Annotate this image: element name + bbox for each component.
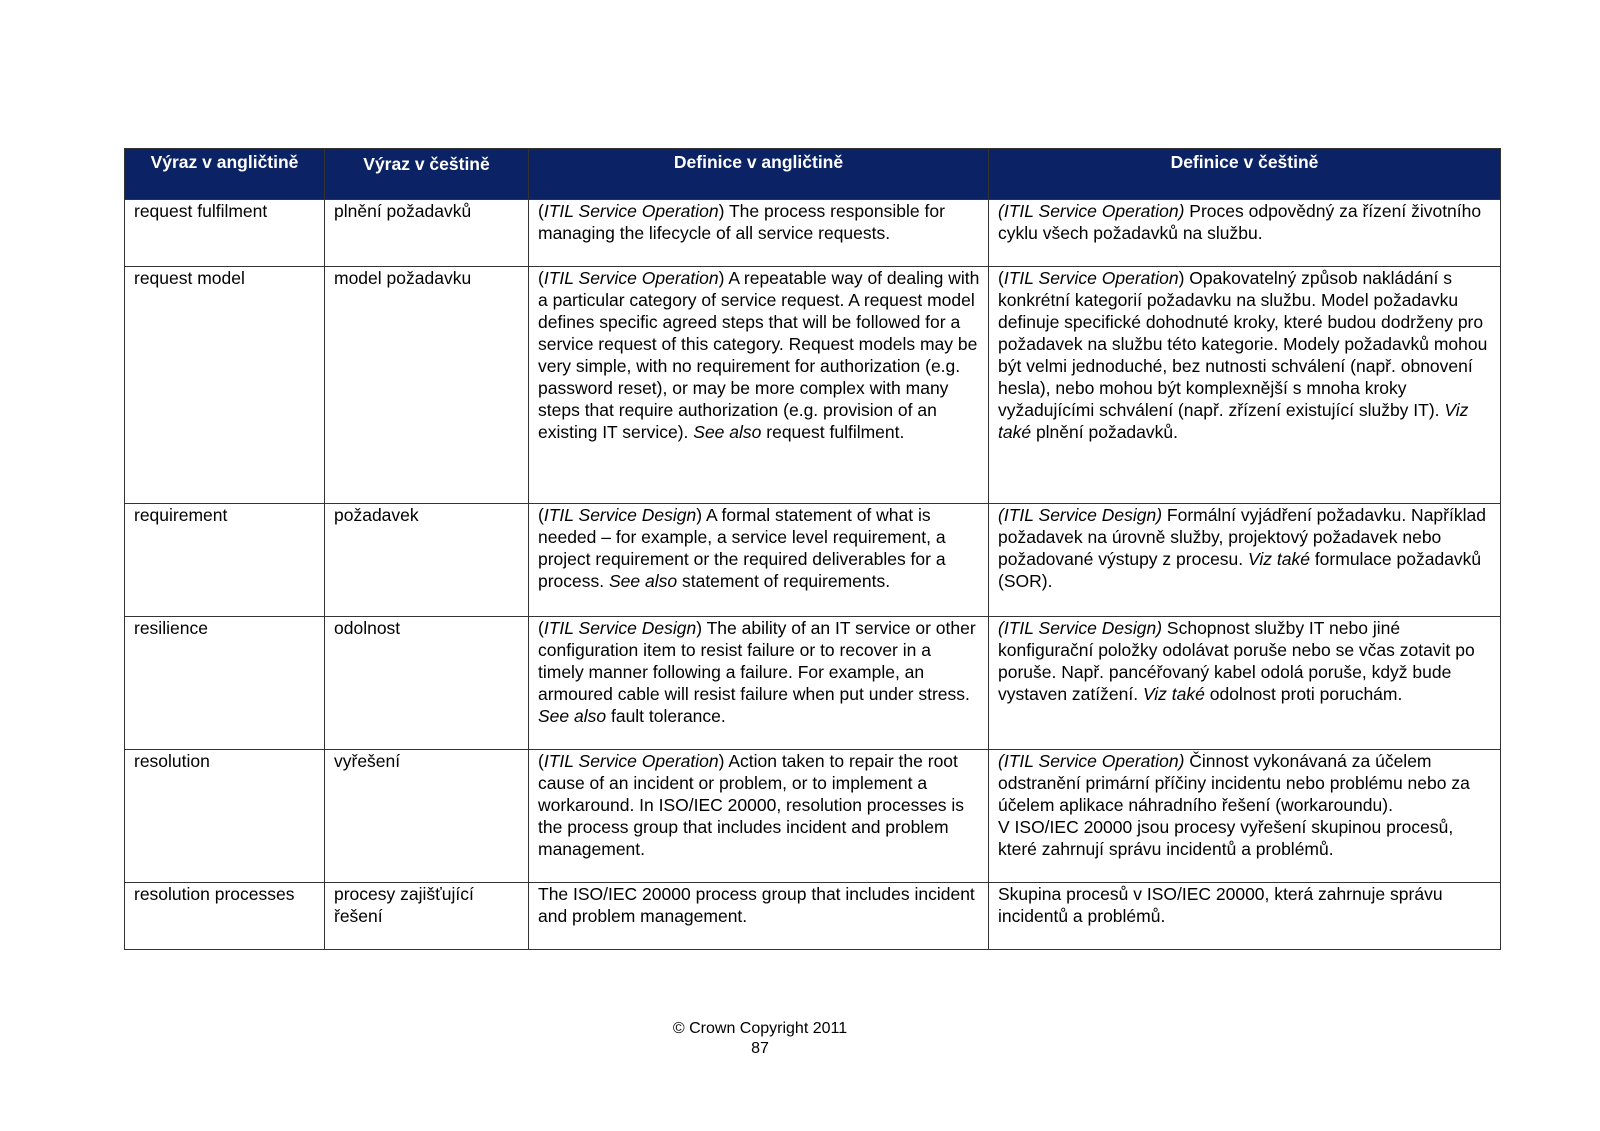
- italic-text-run: (ITIL Service Operation): [998, 201, 1185, 221]
- en-term-cell: request model: [125, 267, 325, 504]
- header-row: [125, 149, 1501, 200]
- cz-definition-cell: [989, 883, 1501, 950]
- italic-text-run: ITIL Service Operation: [1003, 268, 1179, 288]
- en-term-cell: requirement: [125, 504, 325, 617]
- header-en-term: Výraz v angličtině: [125, 149, 325, 200]
- header-cz-definition: Definice v češtině: [989, 149, 1501, 200]
- text-run: odolnost proti poruchám.: [1204, 684, 1403, 704]
- en-term-cell: request fulfilment: [125, 200, 325, 267]
- en-definition-cell: [529, 267, 989, 504]
- cz-definition-cell: [989, 750, 1501, 883]
- text-run: ) The ability of an IT service or other configuration item to resist failure or to recover in a timely manner following a failure. For example, an armoured cable will resist failure when put under stress.: [538, 618, 976, 704]
- table-body: [125, 200, 1501, 950]
- cz-term-cell: požadavek: [325, 504, 529, 617]
- cz-definition-cell: [989, 617, 1501, 750]
- table-row: [125, 200, 1501, 267]
- text-run: formulace požadavků (SOR).: [998, 549, 1482, 591]
- table-row: [125, 267, 1501, 504]
- header-en-definition: Definice v angličtině: [529, 149, 989, 200]
- glossary-table: [124, 148, 1501, 950]
- text-run: ) Action taken to repair the root cause of an incident or problem, or to implement a workaround. In ISO/IEC 20000, resolution processes is the process group that includes incident and problem management.: [538, 751, 965, 859]
- text-run: ) A repeatable way of dealing with a particular category of service request. A request model defines specific agreed steps that will be followed for a service request of this category. Request models may be very simple, with no requirement for authorization (e.g. password reset), or may be more complex with many steps that require authorization (e.g. provision of an existing IT service).: [538, 268, 980, 442]
- table-row: [125, 883, 1501, 950]
- cz-definition-cell: [989, 200, 1501, 267]
- text-run: (: [538, 268, 544, 288]
- text-run: Činnost vykonávaná za účelem odstranění primární příčiny incidentu nebo problému nebo za účelem aplikace náhradního řešení (workaroundu).: [998, 751, 1470, 815]
- text-run: Proces odpovědný za řízení životního cyklu všech požadavků na službu.: [998, 201, 1482, 243]
- text-run: statement of requirements.: [677, 571, 891, 591]
- table-header: [125, 149, 1501, 200]
- cz-term-cell: model požadavku: [325, 267, 529, 504]
- italic-text-run: ITIL Service Design: [543, 505, 697, 525]
- italic-text-run: (ITIL Service Design): [998, 618, 1163, 638]
- en-definition-cell: [529, 617, 989, 750]
- text-run: (: [538, 505, 544, 525]
- cz-definition-cell: [989, 267, 1501, 504]
- cz-term-cell: vyřešení: [325, 750, 529, 883]
- text-run: (: [538, 201, 544, 221]
- italic-text-run: ITIL Service Design: [543, 618, 697, 638]
- italic-text-run: See also: [693, 422, 762, 442]
- italic-text-run: ITIL Service Operation: [543, 268, 719, 288]
- table-row: [125, 617, 1501, 750]
- en-term-cell: resilience: [125, 617, 325, 750]
- table-row: [125, 504, 1501, 617]
- text-run: plnění požadavků.: [1031, 422, 1178, 442]
- text-run: Schopnost služby IT nebo jiné konfigurační položky odolávat poruše nebo se včas zotavit po poruše. Např. pancéřovaný kabel odolá poruše, když bude vystaven zatížení.: [998, 618, 1475, 704]
- cz-term-cell: plnění požadavků: [325, 200, 529, 267]
- text-run: Formální vyjádření požadavku. Například požadavek na úrovně služby, projektový požadavek nebo požadované výstupy z procesu.: [998, 505, 1486, 569]
- text-run: ) The process responsible for managing the lifecycle of all service requests.: [538, 201, 945, 243]
- text-run: ) A formal statement of what is needed – for example, a service level requirement, a project requirement or the required deliverables for a process.: [538, 505, 946, 591]
- cz-definition-cell: [989, 504, 1501, 617]
- text-run: Skupina procesů v ISO/IEC 20000, která zahrnuje správu incidentů a problémů.: [998, 884, 1443, 926]
- italic-text-run: Viz také: [1142, 684, 1205, 704]
- text-run: (: [998, 268, 1004, 288]
- cz-term-cell: odolnost: [325, 617, 529, 750]
- text-run: V ISO/IEC 20000 jsou procesy vyřešení skupinou procesů, které zahrnují správu incidentů a problémů.: [998, 817, 1454, 859]
- italic-text-run: (ITIL Service Operation): [998, 751, 1185, 771]
- header-cz-term: Výraz v češtině: [325, 149, 529, 200]
- text-run: (: [538, 751, 544, 771]
- italic-text-run: See also: [538, 706, 607, 726]
- text-run: ) Opakovatelný způsob nakládání s konkrétní kategorií požadavku na službu. Model požadavku definuje specifické dohodnuté kroky, které budou dodrženy pro požadavek na službu této kategorie. Modely požadavků mohou být velmi jednoduché, bez nutnosti schválení (např. obnovení hesla), nebo mohou být komplexnější s mnoha kroky vyžadujícími schválení (např. zřízení existující služby IT).: [998, 268, 1488, 420]
- en-definition-cell: [529, 504, 989, 617]
- italic-text-run: ITIL Service Operation: [543, 201, 719, 221]
- en-term-cell: resolution: [125, 750, 325, 883]
- text-run: (: [538, 618, 544, 638]
- italic-text-run: Viz také: [1248, 549, 1310, 569]
- italic-text-run: (ITIL Service Design): [998, 505, 1163, 525]
- text-run: fault tolerance.: [606, 706, 726, 726]
- footer-page-number: 87: [751, 1040, 769, 1057]
- text-run: The ISO/IEC 20000 process group that includes incident and problem management.: [538, 884, 975, 926]
- italic-text-run: See also: [609, 571, 678, 591]
- en-definition-cell: [529, 883, 989, 950]
- cz-term-cell: procesy zajišťující řešení: [325, 883, 529, 950]
- text-run: request fulfilment.: [761, 422, 905, 442]
- italic-text-run: Viz také: [998, 400, 1469, 442]
- footer-copyright: © Crown Copyright 2011: [672, 1020, 848, 1037]
- en-term-cell: resolution processes: [125, 883, 325, 950]
- en-definition-cell: [529, 200, 989, 267]
- table-row: [125, 750, 1501, 883]
- en-definition-cell: [529, 750, 989, 883]
- italic-text-run: ITIL Service Operation: [543, 751, 719, 771]
